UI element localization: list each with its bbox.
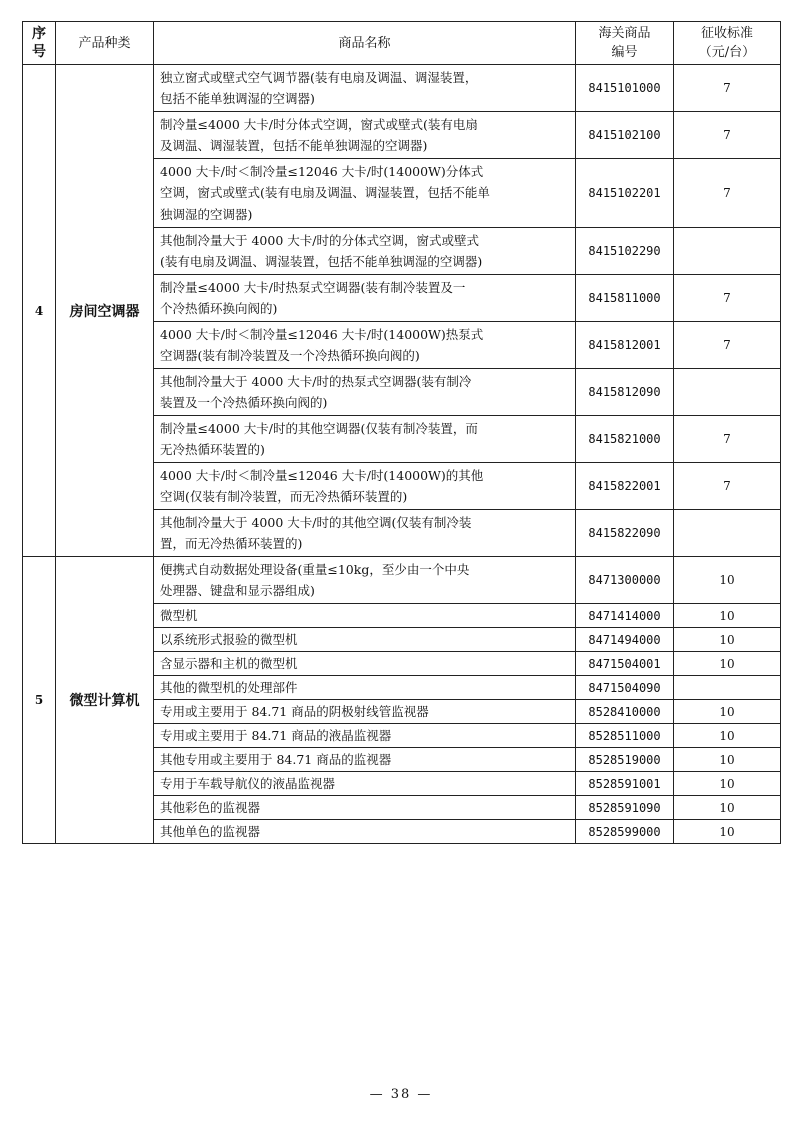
product-name-line: 独立窗式或壁式空气调节器(装有电扇及调温、调湿装置， [160, 69, 478, 85]
header-seq-line-1: 序 [32, 26, 46, 42]
levy-standard [674, 510, 781, 557]
product-name-line: 独调湿的空调器) [160, 206, 253, 222]
customs-code: 8471494000 [576, 628, 674, 652]
product-name [154, 772, 576, 796]
product-name-line: 微型机 [160, 607, 198, 623]
product-name-line: 空调，窗式或壁式(装有电扇及调温、调湿装置，包括不能单 [160, 185, 490, 201]
product-name [154, 700, 576, 724]
product-name-line: 其他制冷量大于 4000 大卡/时的其他空调(仅装有制冷装 [160, 514, 472, 530]
table-row [23, 557, 781, 604]
group-seq: 4 [23, 65, 56, 557]
product-name [154, 557, 576, 604]
header-seq [23, 22, 56, 65]
product-name-line: 空调(仅装有制冷装置，而无冷热循环装置的) [160, 489, 408, 504]
product-name-line: 装置及一个冷热循环换向阀的) [160, 395, 328, 410]
levy-standard: 10 [674, 724, 781, 748]
header-code-line-2: 编号 [611, 45, 638, 60]
product-name [154, 228, 576, 275]
product-name [154, 796, 576, 820]
product-name-line: (装有电扇及调温、调湿装置，包括不能单独调湿的空调器) [160, 254, 483, 269]
customs-code: 8528591001 [576, 772, 674, 796]
product-name-line: 无冷热循环装置的) [160, 442, 265, 457]
levy-standard: 10 [674, 628, 781, 652]
product-name [154, 112, 576, 159]
customs-code: 8415822001 [576, 463, 674, 510]
header-standard [674, 22, 781, 65]
product-name-line: 其他彩色的监视器 [160, 799, 261, 815]
customs-code: 8471504001 [576, 652, 674, 676]
product-name-line: 空调器(装有制冷装置及一个冷热循环换向阀的) [160, 348, 420, 363]
levy-standard: 10 [674, 652, 781, 676]
customs-code: 8415102201 [576, 159, 674, 228]
product-name-line: 置，而无冷热循环装置的) [160, 536, 303, 551]
product-name-line: 其他的微型机的处理部件 [160, 679, 298, 695]
header-code-line-1: 海关商品 [598, 26, 651, 41]
customs-code: 8415101000 [576, 65, 674, 112]
product-name-line: 处理器、键盘和显示器组成) [160, 583, 315, 598]
product-name-line: 制冷量≤4000 大卡/时的其他空调器(仅装有制冷装置，而 [160, 420, 478, 436]
levy-standard: 10 [674, 820, 781, 844]
product-name-line: 其他制冷量大于 4000 大卡/时的热泵式空调器(装有制冷 [160, 373, 472, 389]
customs-code: 8415812001 [576, 322, 674, 369]
header-category: 产品种类 [56, 22, 154, 65]
product-name [154, 65, 576, 112]
header-name: 商品名称 [154, 22, 576, 65]
table-row [23, 65, 781, 112]
product-name-line: 其他专用或主要用于 84.71 商品的监视器 [160, 751, 392, 767]
product-name-line: 含显示器和主机的微型机 [160, 655, 298, 671]
levy-standard: 10 [674, 772, 781, 796]
levy-standard: 10 [674, 748, 781, 772]
customs-code: 8528591090 [576, 796, 674, 820]
product-name-line: 4000 大卡/时＜制冷量≤12046 大卡/时(14000W)的其他 [160, 467, 484, 483]
product-name [154, 820, 576, 844]
product-name [154, 604, 576, 628]
product-name-line: 专用或主要用于 84.71 商品的液晶监视器 [160, 727, 392, 743]
header-seq-line-2: 号 [32, 44, 46, 60]
product-name [154, 369, 576, 416]
product-name-line: 专用于车载导航仪的液晶监视器 [160, 775, 336, 791]
levy-standard: 7 [674, 322, 781, 369]
levy-standard: 10 [674, 604, 781, 628]
product-name [154, 275, 576, 322]
product-name [154, 510, 576, 557]
levy-standard: 7 [674, 159, 781, 228]
levy-standard [674, 676, 781, 700]
product-name [154, 416, 576, 463]
product-name [154, 322, 576, 369]
product-name [154, 724, 576, 748]
table-body [23, 65, 781, 844]
levy-standard: 10 [674, 557, 781, 604]
product-name [154, 159, 576, 228]
product-name-line: 4000 大卡/时＜制冷量≤12046 大卡/时(14000W)热泵式 [160, 326, 484, 342]
product-name-line: 包括不能单独调湿的空调器) [160, 91, 315, 106]
customs-code: 8528599000 [576, 820, 674, 844]
levy-standard: 7 [674, 65, 781, 112]
levy-standard: 7 [674, 112, 781, 159]
customs-code: 8471504090 [576, 676, 674, 700]
levy-standard: 7 [674, 416, 781, 463]
customs-code: 8415811000 [576, 275, 674, 322]
goods-table [22, 21, 781, 844]
header-code [576, 22, 674, 65]
levy-standard [674, 228, 781, 275]
group-seq: 5 [23, 557, 56, 844]
product-name-line: 及调温、调湿装置，包括不能单独调湿的空调器) [160, 138, 428, 153]
header-standard-line-2: （元/台） [698, 45, 756, 60]
group-category: 房间空调器 [56, 65, 154, 557]
product-name [154, 676, 576, 700]
customs-code: 8528519000 [576, 748, 674, 772]
customs-code: 8415102290 [576, 228, 674, 275]
product-name-line: 个冷热循环换向阀的) [160, 301, 278, 316]
customs-code: 8528410000 [576, 700, 674, 724]
levy-standard: 10 [674, 796, 781, 820]
customs-code: 8415822090 [576, 510, 674, 557]
customs-code: 8415102100 [576, 112, 674, 159]
product-name-line: 4000 大卡/时＜制冷量≤12046 大卡/时(14000W)分体式 [160, 163, 484, 179]
customs-code: 8471414000 [576, 604, 674, 628]
page-number: — 38 — [369, 1087, 433, 1102]
customs-code: 8471300000 [576, 557, 674, 604]
levy-standard [674, 369, 781, 416]
product-name-line: 其他单色的监视器 [160, 823, 261, 839]
product-name [154, 748, 576, 772]
customs-code: 8415821000 [576, 416, 674, 463]
product-name-line: 制冷量≤4000 大卡/时热泵式空调器(装有制冷装置及一 [160, 279, 466, 295]
header-standard-line-1: 征收标准 [700, 26, 753, 41]
customs-code: 8415812090 [576, 369, 674, 416]
product-name [154, 628, 576, 652]
levy-standard: 7 [674, 275, 781, 322]
customs-code: 8528511000 [576, 724, 674, 748]
levy-standard: 10 [674, 700, 781, 724]
product-name-line: 制冷量≤4000 大卡/时分体式空调，窗式或壁式(装有电扇 [160, 116, 478, 132]
levy-standard: 7 [674, 463, 781, 510]
product-name-line: 便携式自动数据处理设备(重量≤10kg，至少由一个中央 [160, 561, 470, 577]
product-name [154, 652, 576, 676]
product-name-line: 其他制冷量大于 4000 大卡/时的分体式空调，窗式或壁式 [160, 232, 479, 248]
table-header-row [23, 22, 781, 65]
group-category: 微型计算机 [56, 557, 154, 844]
product-name-line: 以系统形式报验的微型机 [160, 631, 298, 647]
product-name [154, 463, 576, 510]
product-name-line: 专用或主要用于 84.71 商品的阴极射线管监视器 [160, 703, 429, 719]
